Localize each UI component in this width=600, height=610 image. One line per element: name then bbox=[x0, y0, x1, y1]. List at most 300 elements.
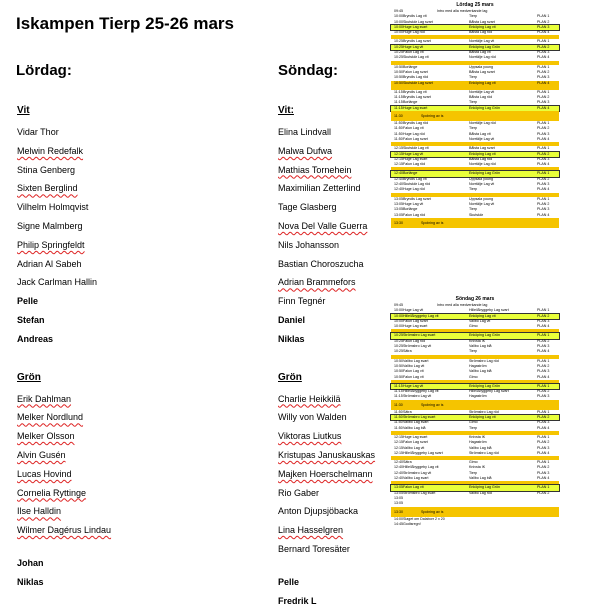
away-team: Enköping Lag vit bbox=[469, 24, 496, 29]
away-team: Tierp bbox=[469, 470, 478, 475]
player-name: Anton Djupsjöbacka bbox=[278, 506, 359, 517]
sunday-schedule bbox=[391, 296, 559, 527]
player-name: Viktoras Liutkus bbox=[278, 431, 342, 442]
home-team: Skutskär Lag röd bbox=[403, 182, 431, 187]
away-team: Vallbo Lag blå bbox=[469, 445, 492, 450]
home-team: Sätra bbox=[403, 349, 412, 354]
match-time: 13:05 bbox=[394, 501, 403, 506]
rink-number: PLAN 2 bbox=[537, 201, 550, 206]
rink-number: PLAN 1 bbox=[537, 146, 550, 151]
player-name: Willy von Walden bbox=[278, 412, 347, 423]
home-team: Falun Lag vit bbox=[403, 50, 424, 55]
player-name: Kristupas Januskauskas bbox=[278, 449, 376, 460]
home-team: Falun Lag röd bbox=[403, 338, 426, 343]
away-team: Norrtälje Lag vit bbox=[469, 89, 495, 94]
coach-name: Niklas bbox=[278, 333, 305, 344]
rink-number: PLAN 2 bbox=[537, 69, 550, 74]
match-time: 10:00 bbox=[394, 30, 403, 35]
rink-number: PLAN 3 bbox=[537, 420, 550, 425]
home-team: Strömsbro Lag svart bbox=[403, 333, 436, 338]
player-name: Ilse Halldin bbox=[17, 506, 62, 517]
match-time: 12:40 bbox=[394, 460, 403, 465]
rink-number: PLAN 4 bbox=[537, 425, 550, 430]
home-team: Huge Lag vit bbox=[403, 201, 424, 206]
match-time: 10:50 bbox=[394, 69, 403, 74]
away-team: Vallbo Lag blå bbox=[469, 476, 492, 481]
away-team: Knivsta IK bbox=[469, 465, 486, 470]
rink-number: PLAN 4 bbox=[537, 349, 550, 354]
home-team: Vallbo Lag blå bbox=[403, 425, 426, 430]
away-team: Uppsala young bbox=[469, 64, 493, 69]
coach-name: Stefan bbox=[17, 314, 45, 325]
away-team: Strömsbro Lag röd bbox=[469, 409, 499, 414]
away-team: Tierp bbox=[469, 187, 478, 192]
rink-number: PLAN 1 bbox=[537, 14, 550, 19]
rink-number: PLAN 1 bbox=[537, 460, 550, 465]
schedule-row bbox=[391, 522, 559, 527]
home-team: Vallbo Lag svart bbox=[403, 420, 429, 425]
rink-number: PLAN 3 bbox=[537, 24, 550, 29]
home-team: Vallbo Lag vit bbox=[403, 363, 425, 368]
saturday-roster bbox=[17, 104, 167, 592]
coach-name: Fredrik L bbox=[278, 595, 317, 606]
home-team: Huge Lag svart bbox=[403, 324, 428, 329]
player-name: Erik Dahlman bbox=[17, 393, 72, 404]
match-time: 13:05 bbox=[394, 485, 403, 490]
player-name: Finn Tegnér bbox=[278, 296, 326, 307]
rink-number: PLAN 1 bbox=[537, 485, 550, 490]
away-team: Norrtälje Lag vit bbox=[469, 201, 495, 206]
rink-number: PLAN 3 bbox=[537, 318, 550, 323]
rink-number: PLAN 3 bbox=[537, 207, 550, 212]
home-team: Borlänge bbox=[403, 171, 418, 176]
match-time: 12:15 bbox=[394, 146, 403, 151]
match-time: 11:15 bbox=[394, 95, 403, 100]
away-team: Bålsta Lag röd bbox=[469, 95, 493, 100]
match-time: 11:50 bbox=[394, 409, 403, 414]
match-time: 11:50 bbox=[394, 425, 403, 430]
match-time: 10:50 bbox=[394, 75, 403, 80]
rink-number: PLAN 1 bbox=[537, 308, 550, 313]
away-team: Tierp bbox=[469, 100, 478, 105]
home-team: Falun Lag röd bbox=[403, 212, 426, 217]
match-time: 10:25 bbox=[394, 50, 403, 55]
home-team: Borlänge bbox=[403, 64, 418, 69]
away-team: Enköping Lag Grön bbox=[469, 105, 500, 110]
rink-number: PLAN 4 bbox=[537, 324, 550, 329]
player-name: Rio Gaber bbox=[278, 487, 320, 498]
home-team: Hille/Åbyggeby Lag vit bbox=[403, 389, 439, 394]
match-time: 13:05 bbox=[394, 212, 403, 217]
vit-group-heading: Vit bbox=[17, 105, 30, 116]
away-team: Bålsta Lag svart bbox=[469, 146, 495, 151]
player-name: Lina Hasselgren bbox=[278, 525, 344, 536]
away-team: Norrtälje Lag vit bbox=[469, 182, 495, 187]
player-name: Melker Olsson bbox=[17, 431, 75, 442]
player-name: Stina Genberg bbox=[17, 164, 76, 175]
match-time: 11:50 bbox=[394, 121, 403, 126]
rink-number: PLAN 1 bbox=[537, 89, 550, 94]
rink-number: PLAN 3 bbox=[537, 344, 550, 349]
home-team: Skutskär Lag vit bbox=[403, 146, 429, 151]
away-team: Strömsbro Lag röd bbox=[469, 450, 499, 455]
coach-name: Pelle bbox=[278, 576, 300, 587]
match-time: 11:50 bbox=[394, 126, 403, 131]
home-team: Falun Lag svart bbox=[403, 318, 428, 323]
away-team: Tierp bbox=[469, 349, 478, 354]
match-time: 11:50 bbox=[394, 131, 403, 136]
gron-group-heading: Grön bbox=[17, 371, 41, 383]
player-name: Adrian Al Sabeh bbox=[17, 258, 82, 269]
player-name: Alvin Gusén bbox=[17, 449, 66, 460]
rink-number: PLAN 3 bbox=[537, 394, 550, 399]
home-team: Bryndis Lag svart bbox=[403, 39, 431, 44]
away-team: Tierp bbox=[469, 14, 478, 19]
home-team: Hille/Åbyggeby Lag vit bbox=[403, 465, 439, 470]
player-name: Elina Lindvall bbox=[278, 127, 332, 137]
player-name: Nils Johansson bbox=[278, 239, 340, 250]
intro-text: Intro med alla medverkande lag bbox=[437, 9, 488, 13]
home-team: Huge Lag röd bbox=[403, 187, 425, 192]
home-team: Bryndis Lag svart bbox=[403, 95, 431, 100]
match-time: 11:15 bbox=[394, 383, 403, 388]
page-title: Iskampen Tierp 25-26 mars bbox=[16, 14, 234, 33]
rink-number: PLAN 3 bbox=[537, 75, 550, 80]
match-time: 10:25 bbox=[394, 349, 403, 354]
rink-number: PLAN 2 bbox=[537, 126, 550, 131]
home-team: Falun Lag svart bbox=[403, 136, 428, 141]
rink-number: PLAN 4 bbox=[537, 374, 550, 379]
match-time: 11:50 bbox=[394, 136, 403, 141]
rink-number: PLAN 2 bbox=[537, 440, 550, 445]
home-team: Bryndis Lag svart bbox=[403, 196, 431, 201]
rink-number: PLAN 1 bbox=[537, 358, 550, 363]
match-time: 10:25 bbox=[394, 344, 403, 349]
player-name: Jack Carlman Hallin bbox=[17, 277, 98, 288]
away-team: Gimo bbox=[469, 460, 478, 465]
match-time: 11:15 bbox=[394, 100, 403, 105]
rink-number: PLAN 2 bbox=[537, 465, 550, 470]
home-team: Huge Lag röd bbox=[403, 30, 425, 35]
away-team: Norrtälje Lag vit bbox=[469, 136, 495, 141]
away-team: Hille/Åbyggeby Lag svart bbox=[469, 389, 509, 394]
match-time: 11:15 bbox=[394, 105, 403, 110]
match-time: 12:40 bbox=[394, 470, 403, 475]
player-name: Bernard Toresäter bbox=[278, 543, 350, 554]
player-name: Vilhelm Holmqvist bbox=[17, 202, 89, 213]
rink-number: PLAN 1 bbox=[537, 64, 550, 69]
home-team: Huge Lag vit bbox=[403, 308, 424, 313]
match-time: 13:05 bbox=[394, 196, 403, 201]
away-team: Vallbo Lag vit bbox=[469, 318, 491, 323]
home-team: Falun Lag vit bbox=[403, 374, 424, 379]
match-time: 10:00 bbox=[394, 313, 403, 318]
rink-number: PLAN 2 bbox=[537, 389, 550, 394]
away-team: Uppsala young bbox=[469, 176, 493, 181]
rink-number: PLAN 3 bbox=[537, 369, 550, 374]
match-time: 11:15 bbox=[394, 389, 403, 394]
rink-number: PLAN 1 bbox=[537, 121, 550, 126]
away-team: Enköping Lag Grön bbox=[469, 485, 500, 490]
home-team: Falun Lag vit bbox=[403, 126, 424, 131]
away-team: Uppsala young bbox=[469, 196, 493, 201]
away-team: Tierp bbox=[469, 126, 478, 131]
match-time: 13:30 bbox=[394, 509, 403, 514]
player-name: Lucas Hovind bbox=[17, 468, 72, 479]
match-time: 10:50 bbox=[394, 363, 403, 368]
home-team: Falun Lag vit bbox=[403, 485, 424, 490]
coach-name: Johan bbox=[17, 557, 44, 568]
home-team: Strömsbro Lag vit bbox=[403, 394, 432, 399]
match-time: 10:00 bbox=[394, 308, 403, 313]
schedule-row bbox=[391, 400, 559, 410]
away-team: Knivsta IK bbox=[469, 434, 486, 439]
away-team: Enköping Lag Grön bbox=[469, 383, 500, 388]
rink-number: PLAN 4 bbox=[537, 55, 550, 60]
rink-number: PLAN 2 bbox=[537, 490, 550, 495]
away-team: Enköping Lag Grön bbox=[469, 333, 500, 338]
match-time: 10:50 bbox=[394, 369, 403, 374]
away-team: Norrtälje Lag röd bbox=[469, 55, 496, 60]
vit-group-heading: Vit: bbox=[278, 105, 294, 116]
away-team: Vallbo Lag blå bbox=[469, 369, 492, 374]
home-team: Hille/Åbyggeby Lag svart bbox=[403, 450, 443, 455]
match-time: 12:40 bbox=[394, 176, 403, 181]
away-team: Hagaström bbox=[469, 394, 487, 399]
rink-number: PLAN 2 bbox=[537, 19, 550, 24]
home-team: Falun Lag röd bbox=[403, 162, 426, 167]
home-team: Bryndis Lag röd bbox=[403, 75, 429, 80]
home-team: Falun Lag vit bbox=[403, 369, 424, 374]
match-time: 12:15 bbox=[394, 440, 403, 445]
match-time: 12:15 bbox=[394, 162, 403, 167]
away-team: Enköping Lag Grön bbox=[469, 44, 500, 49]
rink-number: PLAN 2 bbox=[537, 415, 550, 420]
rink-number: PLAN 3 bbox=[537, 445, 550, 450]
rink-number: PLAN 4 bbox=[537, 212, 550, 217]
match-time: 12:40 bbox=[394, 476, 403, 481]
rink-number: PLAN 1 bbox=[537, 39, 550, 44]
player-name: Wilmer Dagérus Lindau bbox=[17, 525, 112, 536]
rink-number: PLAN 3 bbox=[537, 100, 550, 105]
player-name: Bastian Choroszucha bbox=[278, 258, 364, 269]
home-team: Sätra bbox=[403, 409, 412, 414]
rink-number: PLAN 4 bbox=[537, 476, 550, 481]
break-text: Spolning av is bbox=[421, 509, 444, 514]
match-time: 10:25 bbox=[394, 338, 403, 343]
match-time: 10:00 bbox=[394, 19, 403, 24]
home-team: Skutskär Lag svart bbox=[403, 19, 433, 24]
home-team: Huge Lag röd bbox=[403, 131, 425, 136]
match-time: 09:45 bbox=[394, 303, 403, 307]
match-time: 11:15 bbox=[394, 394, 403, 399]
match-time: 13:30 bbox=[394, 220, 403, 225]
match-time: 12:40 bbox=[394, 182, 403, 187]
away-team: Bålsta Lag röd bbox=[469, 30, 493, 35]
match-time: 11:50 bbox=[394, 420, 403, 425]
match-time: 12:15 bbox=[394, 445, 403, 450]
home-team: Huge Lag svart bbox=[403, 434, 428, 439]
home-team: Huge Lag svart bbox=[403, 24, 428, 29]
rink-number: PLAN 2 bbox=[537, 338, 550, 343]
match-time: 11:30 bbox=[394, 114, 403, 119]
coach-name: Andreas bbox=[17, 333, 54, 344]
away-team: Vallbo Lag blå bbox=[469, 344, 492, 349]
match-time: 12:15 bbox=[394, 450, 403, 455]
home-team: Strömsbro Lag vit bbox=[403, 344, 432, 349]
player-name: Sixten Berglind bbox=[17, 183, 78, 194]
gron-group-heading: Grön bbox=[278, 371, 302, 383]
break-text: Spolning av is bbox=[421, 402, 444, 407]
rink-number: PLAN 2 bbox=[537, 363, 550, 368]
intro-text: Intro med alla medverkande lag bbox=[437, 303, 488, 307]
match-time: 10:00 bbox=[394, 324, 403, 329]
rink-number: PLAN 2 bbox=[537, 313, 550, 318]
match-time: 11:15 bbox=[394, 89, 403, 94]
match-time: 10:50 bbox=[394, 374, 403, 379]
rink-number: PLAN 4 bbox=[537, 105, 550, 110]
home-team: Huge Lag vit bbox=[403, 151, 424, 156]
match-time: 10:25 bbox=[394, 333, 403, 338]
player-name: Vidar Thor bbox=[17, 127, 59, 137]
rink-number: PLAN 3 bbox=[537, 470, 550, 475]
home-team: Sätra bbox=[403, 460, 412, 465]
away-team: Tierp bbox=[469, 207, 478, 212]
schedule-title: Lördag 25 mars bbox=[456, 2, 494, 8]
away-team: Enköping Lag vit bbox=[469, 151, 496, 156]
match-time: 13:05 bbox=[394, 495, 403, 500]
match-time: 12:15 bbox=[394, 151, 403, 156]
rink-number: PLAN 3 bbox=[537, 50, 550, 55]
match-time: 10:25 bbox=[394, 44, 403, 49]
coach-name: Pelle bbox=[17, 296, 39, 307]
match-time: 12:40 bbox=[394, 465, 403, 470]
home-team: Godisregn! bbox=[403, 521, 421, 526]
player-name: Mathias Tornehein bbox=[278, 164, 352, 175]
coach-name: Daniel bbox=[278, 314, 306, 325]
match-time: 11:50 bbox=[394, 415, 403, 420]
match-time: 14:00 bbox=[394, 516, 403, 521]
match-time: 10:25 bbox=[394, 55, 403, 60]
match-time: 10:00 bbox=[394, 318, 403, 323]
away-team: Bålsta Lag röd bbox=[469, 156, 493, 161]
home-team: Falun Lag svart bbox=[403, 440, 428, 445]
home-team: Bryndis Lag vit bbox=[403, 89, 427, 94]
match-time: 13:05 bbox=[394, 207, 403, 212]
rink-number: PLAN 2 bbox=[537, 44, 550, 49]
schedule-row bbox=[391, 218, 559, 228]
player-name: Majken Hoerschelmann bbox=[278, 468, 373, 479]
match-time: 13:05 bbox=[394, 490, 403, 495]
player-name: Cornelia Ryttinge bbox=[17, 487, 87, 498]
away-team: Gimo bbox=[469, 374, 478, 379]
home-team: Hille/Åbyggeby Lag vit bbox=[403, 313, 439, 318]
match-time: 10:50 bbox=[394, 358, 403, 363]
rink-number: PLAN 4 bbox=[537, 30, 550, 35]
break-text: Spolning av is bbox=[421, 114, 444, 119]
away-team: Norrtälje Lag röd bbox=[469, 162, 496, 167]
match-time: 09:45 bbox=[394, 9, 403, 13]
match-time: 11:30 bbox=[394, 402, 403, 407]
home-team: Vallbo Lag svart bbox=[403, 476, 429, 481]
home-team: Strömsbro Lag svart bbox=[403, 490, 436, 495]
away-team: Bålsta Lag vit bbox=[469, 131, 491, 136]
rink-number: PLAN 1 bbox=[537, 171, 550, 176]
home-team: Skutskär Lag svart bbox=[403, 80, 433, 85]
coach-name: Niklas bbox=[17, 576, 44, 587]
match-time: 10:00 bbox=[394, 24, 403, 29]
player-name: Nova Del Valle Guerra bbox=[278, 220, 368, 231]
away-team: Enköping Lag vit bbox=[469, 80, 496, 85]
match-time: 10:50 bbox=[394, 64, 403, 69]
away-team: Tierp bbox=[469, 425, 478, 430]
rink-number: PLAN 2 bbox=[537, 95, 550, 100]
away-team: Hille/Åbyggeby Lag svart bbox=[469, 308, 509, 313]
home-team: Vallbo Lag vit bbox=[403, 445, 425, 450]
match-time: 12:15 bbox=[394, 156, 403, 161]
player-name: Charlie Heikkilä bbox=[278, 393, 341, 404]
home-team: Skutskär Lag vit bbox=[403, 55, 429, 60]
player-name: Signe Malmberg bbox=[17, 220, 83, 231]
away-team: Hagaström bbox=[469, 440, 487, 445]
rink-number: PLAN 1 bbox=[537, 196, 550, 201]
match-time: 13:05 bbox=[394, 201, 403, 206]
away-team: Enköping Lag vit bbox=[469, 415, 496, 420]
rink-number: PLAN 4 bbox=[537, 450, 550, 455]
match-time: 10:50 bbox=[394, 80, 403, 85]
sunday-heading: Söndag: bbox=[278, 62, 338, 79]
player-name: Maximilian Zetterlind bbox=[278, 183, 361, 194]
home-team: Strömsbro Lag svart bbox=[403, 415, 436, 420]
home-team: Borlänge bbox=[403, 100, 418, 105]
match-time: 12:40 bbox=[394, 171, 403, 176]
away-team: Norrtälje Lag röd bbox=[469, 121, 496, 126]
player-name: Malwa Dufwa bbox=[278, 145, 333, 156]
rink-number: PLAN 4 bbox=[537, 80, 550, 85]
away-team: Enköping Lag Grön bbox=[469, 171, 500, 176]
rink-number: PLAN 1 bbox=[537, 333, 550, 338]
match-time: 14:45 bbox=[394, 521, 403, 526]
rink-number: PLAN 3 bbox=[537, 156, 550, 161]
schedule-row bbox=[391, 507, 559, 517]
rink-number: PLAN 4 bbox=[537, 162, 550, 167]
away-team: Bålsta Lag vit bbox=[469, 50, 491, 55]
rink-number: PLAN 4 bbox=[537, 136, 550, 141]
saturday-schedule bbox=[391, 2, 559, 228]
away-team: Skutskär bbox=[469, 212, 483, 217]
rink-number: PLAN 2 bbox=[537, 151, 550, 156]
away-team: Norrtälje Lag vit bbox=[469, 39, 495, 44]
schedule-row bbox=[391, 111, 559, 121]
home-team: Huge Lag vit bbox=[403, 383, 424, 388]
player-name: Melker Nordlund bbox=[17, 412, 84, 423]
home-team: Bryndis Lag vit bbox=[403, 14, 427, 19]
player-name: Philip Springfeldt bbox=[17, 239, 85, 250]
rink-number: PLAN 3 bbox=[537, 131, 550, 136]
home-team: Borlänge bbox=[403, 207, 418, 212]
home-team: Huge Lag vit bbox=[403, 44, 424, 49]
away-team: Enköping Lag vit bbox=[469, 313, 496, 318]
home-team: Huge Lag svart bbox=[403, 105, 428, 110]
away-team: Bålsta Lag svart bbox=[469, 69, 495, 74]
home-team: Huge Lag svart bbox=[403, 156, 428, 161]
match-time: 12:40 bbox=[394, 187, 403, 192]
away-team: Strömsbro Lag röd bbox=[469, 358, 499, 363]
away-team: Tierp bbox=[469, 75, 478, 80]
rink-number: PLAN 2 bbox=[537, 176, 550, 181]
saturday-heading: Lördag: bbox=[16, 62, 72, 79]
away-team: Gimo bbox=[469, 324, 478, 329]
